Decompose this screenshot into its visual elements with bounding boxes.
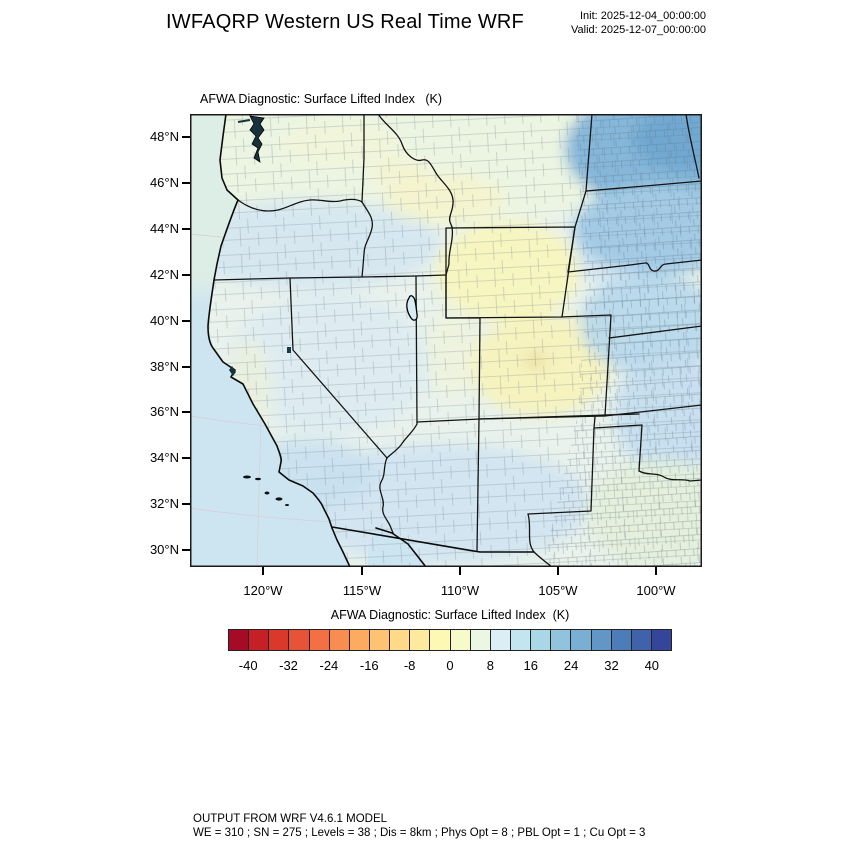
lat-tick-label: 38°N — [149, 359, 179, 374]
colorbar-tick-label: -24 — [319, 658, 339, 673]
colorbar-segment — [389, 630, 409, 650]
colorbar-segment — [329, 630, 349, 650]
lon-tick-label: 100°W — [636, 583, 676, 598]
colorbar-segment — [248, 630, 268, 650]
lat-tick-mark — [182, 457, 190, 459]
colorbar-segment — [570, 630, 590, 650]
lat-tick-label: 36°N — [149, 404, 179, 419]
lat-tick-mark — [182, 549, 190, 551]
lon-tick-mark — [557, 567, 559, 575]
colorbar-tick-label: -40 — [238, 658, 258, 673]
colorbar-tick-label: 8 — [486, 658, 494, 673]
lat-tick-mark — [182, 182, 190, 184]
lat-tick-label: 30°N — [149, 542, 179, 557]
colorbar-segment — [510, 630, 530, 650]
colorbar-segment — [349, 630, 369, 650]
lon-tick-label: 115°W — [342, 583, 382, 598]
colorbar — [228, 629, 672, 651]
colorbar-tick-label: 16 — [523, 658, 538, 673]
init-time: Init: 2025-12-04_00:00:00 — [580, 10, 706, 22]
plot-title: AFWA Diagnostic: Surface Lifted Index (K) — [200, 92, 442, 106]
lat-tick-mark — [182, 136, 190, 138]
colorbar-segment — [229, 630, 248, 650]
colorbar-segment — [631, 630, 651, 650]
colorbar-segment — [409, 630, 429, 650]
colorbar-tick-label: 24 — [563, 658, 579, 673]
page-title: IWFAQRP Western US Real Time WRF — [166, 11, 524, 33]
lon-tick-label: 110°W — [440, 583, 480, 598]
lat-tick-mark — [182, 274, 190, 276]
colorbar-segment — [550, 630, 570, 650]
colorbar-tick-label: -8 — [403, 658, 416, 673]
lon-tick-mark — [655, 567, 657, 575]
colorbar-segment — [490, 630, 510, 650]
footer-line1: OUTPUT FROM WRF V4.6.1 MODEL — [193, 813, 388, 825]
colorbar-tick-label: -32 — [279, 658, 298, 673]
colorbar-tick-label: -16 — [359, 658, 379, 673]
colorbar-tick-label: 32 — [604, 658, 619, 673]
colorbar-segment — [611, 630, 631, 650]
lat-tick-mark — [182, 503, 190, 505]
lon-tick-label: 120°W — [243, 583, 283, 598]
wrf-map — [190, 114, 702, 567]
lon-tick-label: 105°W — [538, 583, 578, 598]
lake-tahoe — [287, 347, 291, 353]
lat-tick-label: 34°N — [149, 450, 179, 465]
lat-tick-label: 32°N — [149, 496, 179, 511]
lat-tick-label: 46°N — [149, 175, 179, 190]
colorbar-segment — [591, 630, 611, 650]
valid-time: Valid: 2025-12-07_00:00:00 — [571, 24, 706, 36]
colorbar-segment — [369, 630, 389, 650]
colorbar-segment — [309, 630, 329, 650]
colorbar-segment — [530, 630, 550, 650]
colorbar-tick-label: 40 — [644, 658, 660, 673]
lat-tick-mark — [182, 228, 190, 230]
colorbar-segment — [429, 630, 449, 650]
lat-tick-label: 42°N — [149, 267, 179, 282]
colorbar-tick-label: 0 — [446, 658, 454, 673]
map-panel — [190, 114, 702, 567]
lat-tick-label: 48°N — [149, 129, 179, 144]
lat-tick-mark — [182, 411, 190, 413]
lat-tick-mark — [182, 320, 190, 322]
colorbar-segment — [450, 630, 470, 650]
lat-tick-label: 40°N — [149, 313, 179, 328]
lat-tick-mark — [182, 366, 190, 368]
lat-tick-label: 44°N — [149, 221, 179, 236]
lon-tick-mark — [361, 567, 363, 575]
footer-line2: WE = 310 ; SN = 275 ; Levels = 38 ; Dis = 8km ; Phys Opt = 8 ; PBL Opt = 1 ; Cu Opt = 3 — [193, 827, 646, 839]
colorbar-segment — [288, 630, 308, 650]
colorbar-title: AFWA Diagnostic: Surface Lifted Index (K) — [330, 608, 570, 622]
colorbar-segment — [651, 630, 671, 650]
colorbar-segment — [470, 630, 490, 650]
run-info — [571, 9, 706, 37]
lon-tick-mark — [459, 567, 461, 575]
lon-tick-mark — [262, 567, 264, 575]
colorbar-segment — [268, 630, 288, 650]
